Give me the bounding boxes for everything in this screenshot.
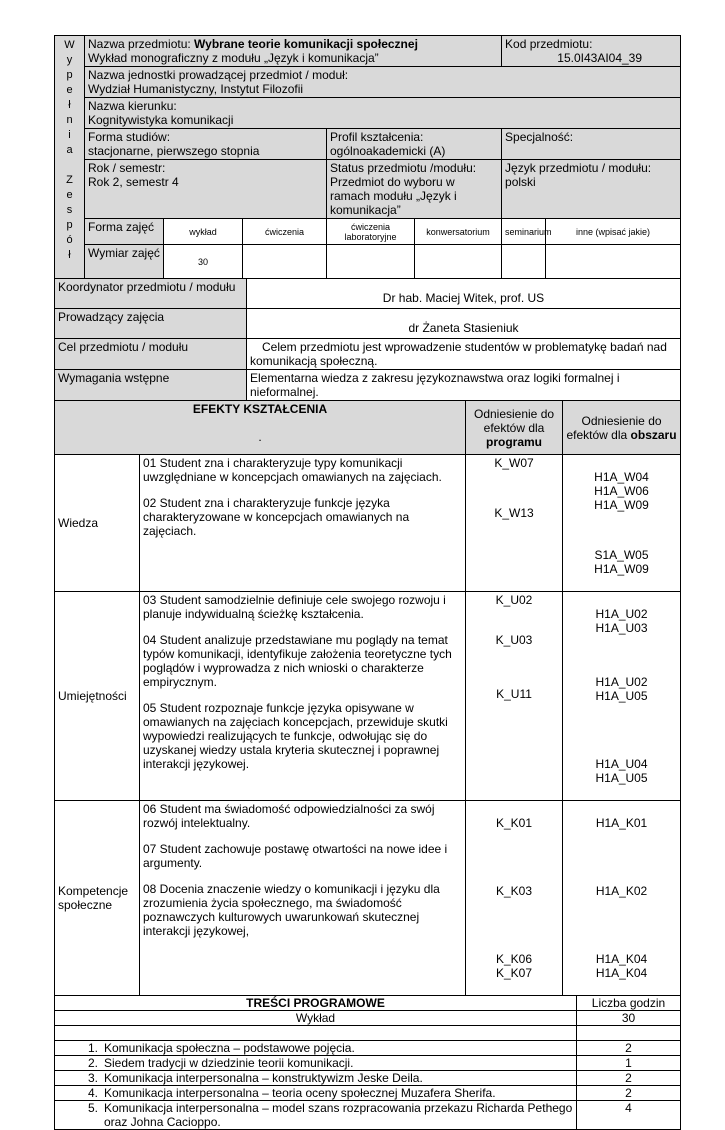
spec-cell: Specjalność: bbox=[502, 129, 681, 160]
class-type: konwersatorium bbox=[415, 219, 502, 245]
info-table bbox=[54, 278, 681, 401]
hours-value bbox=[502, 245, 546, 279]
area-codes: H1A_U02 H1A_U03 H1A_U02 H1A_U05 H1A_U04 H1A_U05 bbox=[563, 592, 681, 801]
topic-row: 2. Siedem tradycji w dziedzinie teorii komunikacji. 1 bbox=[55, 1056, 681, 1071]
code-value: 15.0I43AI04_39 bbox=[557, 51, 643, 65]
class-type: wykład bbox=[164, 219, 243, 245]
class-type: ćwiczenia laboratoryjne bbox=[327, 219, 415, 245]
effect-texts: 06 Student ma świadomość odpowiedzialności za swój rozwój intelektualny. 07 Student zachowuje postawę otwartości na nowe idee i argumenty. 08 Docenia znaczenie wiedzy o komunikacji i języku dla zrozumienia życia społecznego, ma świadomość poznawczych kulturowych uwarunkowań skutecznej interakcji językowej, bbox=[140, 801, 466, 996]
syllabus-page bbox=[54, 35, 680, 1130]
hours-header: Liczba godzin bbox=[577, 996, 681, 1011]
lang-cell: Język przedmiotu / modułu: polski bbox=[502, 160, 681, 219]
form-cell: Forma studiów: stacjonarne, pierwszego stopnia bbox=[85, 129, 327, 160]
lecture-hours: 30 bbox=[577, 1011, 681, 1026]
area-codes: H1A_K01 H1A_K02 H1A_K04 H1A_K04 bbox=[563, 801, 681, 996]
unit-cell: Nazwa jednostki prowadzącej przedmiot / moduł: Wydział Humanistyczny, Instytut Filozofii bbox=[85, 67, 681, 98]
subject-name: Wybrane teorie komunikacji społecznej bbox=[194, 37, 418, 51]
teacher-label: Prowadzący zajęcia bbox=[55, 309, 247, 339]
classes-label: Forma zajęć bbox=[85, 219, 164, 245]
program-codes: K_U02 K_U03 K_U11 bbox=[466, 592, 563, 801]
effects-title-cell: EFEKTY KSZTAŁCENIA . bbox=[55, 401, 466, 455]
hours-value bbox=[546, 245, 681, 279]
header-table bbox=[54, 35, 681, 279]
hours-value bbox=[415, 245, 502, 279]
hours-value bbox=[243, 245, 327, 279]
hours-value: 30 bbox=[164, 245, 243, 279]
program-title: TREŚCI PROGRAMOWE bbox=[55, 996, 577, 1011]
subject-cell: Nazwa przedmiotu: Wybrane teorie komunikacji społecznej Wykład monograficzny z modułu „Język i komunikacja” bbox=[85, 36, 502, 67]
topic-row: 1. Komunikacja społeczna – podstawowe pojęcia. 2 bbox=[55, 1041, 681, 1056]
class-type: ćwiczenia bbox=[243, 219, 327, 245]
profile-cell: Profil kształcenia: ogólnoakademicki (A) bbox=[327, 129, 502, 160]
effects-table bbox=[54, 400, 681, 996]
goal-value: Celem przedmiotu jest wprowadzenie studentów w problematykę badań nad komunikacją społeczną. bbox=[247, 339, 681, 370]
effect-texts: 03 Student samodzielnie definiuje cele swojego rozwoju i planuje indywidualną ścieżkę kształcenia. 04 Student analizuje przedstawiane mu poglądy na temat typów komunikacji, identyfikuje założenia teoretyczne tych poglądów i wyprowadza z nich wnioski o charakterze empirycznym. 05 Student rozpoznaje funkcje języka opisywane w omawianych na zajęciach koncepcjach, przewiduje skutki wypowiedzi realizujących te funkcje, odwołując się do uzyskanej wiedzy ustala kryteria skutecznej i poprawnej interakcji językowej. bbox=[140, 592, 466, 801]
area-codes: H1A_W04 H1A_W06 H1A_W09 S1A_W05 H1A_W09 bbox=[563, 455, 681, 592]
effects-title: EFEKTY KSZTAŁCENIA bbox=[192, 402, 328, 416]
program-table bbox=[54, 995, 681, 1130]
field-cell: Nazwa kierunku: Kognitywistyka komunikacji bbox=[85, 98, 681, 129]
topic-row: 4. Komunikacja interpersonalna – teoria oceny społecznej Muzafera Sherifa. 2 bbox=[55, 1086, 681, 1101]
hours-value bbox=[327, 245, 415, 279]
class-type: inne (wpisać jakie) bbox=[546, 219, 681, 245]
col-area: Odniesienie do efektów dla obszaru bbox=[563, 401, 681, 455]
empty-row bbox=[55, 1026, 577, 1041]
program-codes: K_W07 K_W13 bbox=[466, 455, 563, 592]
req-value: Elementarna wiedza z zakresu językoznawstwa oraz logiki formalnej i nieformalnej. bbox=[247, 370, 681, 401]
hours-label: Wymiar zajęć bbox=[85, 245, 164, 279]
group-name: Wiedza bbox=[55, 455, 140, 592]
code-cell: Kod przedmiotu: 15.0I43AI04_39 bbox=[502, 36, 681, 67]
goal-label: Cel przedmiotu / modułu bbox=[55, 339, 247, 370]
coordinator-value: Dr hab. Maciej Witek, prof. US bbox=[247, 279, 681, 309]
effect-texts: 01 Student zna i charakteryzuje typy komunikacji uwzględniane w koncepcjach omawianych na zajęciach. 02 Student zna i charakteryzuje funkcje języka charakteryzowane w koncepcjach omawianych na zajęciach. bbox=[140, 455, 466, 592]
side-letters: W y p e ł n i a Z e s p ó ł bbox=[55, 36, 85, 279]
group-name: Umiejętności bbox=[55, 592, 140, 801]
program-codes: K_K01 K_K03 K_K06 K_K07 bbox=[466, 801, 563, 996]
subject-sub: Wykład monograficzny z modułu „Język i komunikacja” bbox=[88, 51, 379, 65]
topic-row: 3. Komunikacja interpersonalna – konstruktywizm Jeske Deila. 2 bbox=[55, 1071, 681, 1086]
topic-row: 5. Komunikacja interpersonalna – model szans rozpracowania przekazu Richarda Pethego oraz Johna Cacioppo. 4 bbox=[55, 1101, 681, 1130]
group-name: Kompetencje społeczne bbox=[55, 801, 140, 996]
teacher-value: dr Żaneta Stasieniuk bbox=[247, 309, 681, 339]
lecture-label: Wykład bbox=[55, 1011, 577, 1026]
empty-row bbox=[577, 1026, 681, 1041]
status-cell: Status przedmiotu /modułu: Przedmiot do wyboru w ramach modułu „Język i komunikacja” bbox=[327, 160, 502, 219]
col-program: Odniesienie do efektów dla programu bbox=[466, 401, 563, 455]
coordinator-label: Koordynator przedmiotu / modułu bbox=[55, 279, 247, 309]
req-label: Wymagania wstępne bbox=[55, 370, 247, 401]
class-type: seminarium bbox=[502, 219, 546, 245]
year-cell: Rok / semestr: Rok 2, semestr 4 bbox=[85, 160, 327, 219]
